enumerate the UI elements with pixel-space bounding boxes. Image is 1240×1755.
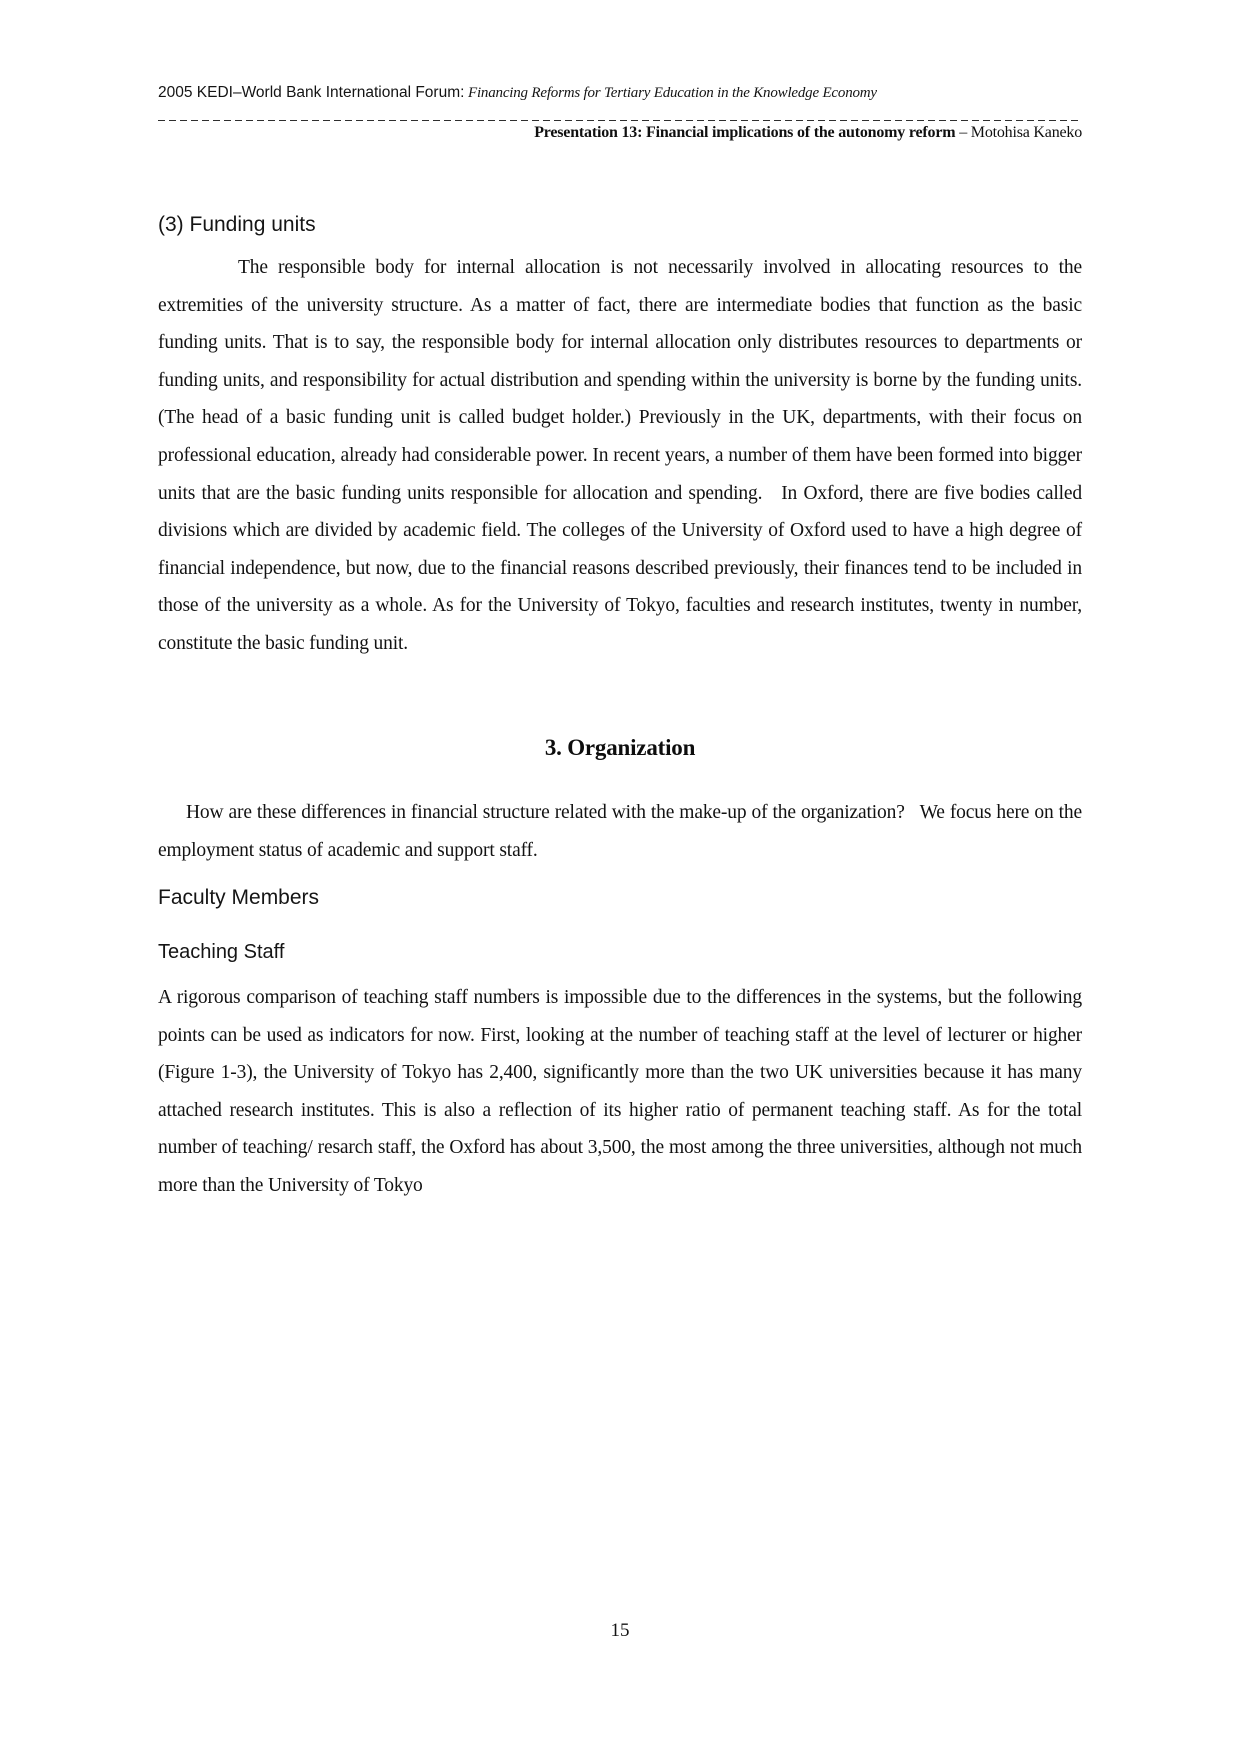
page-content [158, 0, 1087, 1755]
forum-subtitle: Financing Reforms for Tertiary Education in the Knowledge Economy [464, 85, 877, 101]
presentation-author: – Motohisa Kaneko [955, 124, 1082, 141]
funding-units-paragraph: The responsible body for internal allocation is not necessarily involved in allocating resources to the extremities of the university structure. As a matter of fact, there are intermediate bodies that function as the basic funding units. That is to say, the responsible body for internal allocation only distributes resources to departments or funding units, and responsibility for actual distribution and spending within the university is borne by the funding units. (The head of a basic funding unit is called budget holder.) Previously in the UK, departments, with their focus on professional education, already had considerable power. In recent years, a number of them have been formed into bigger units that are the basic funding units responsible for allocation and spending. In Oxford, there are five bodies called divisions which are divided by academic field. The colleges of the University of Oxford used to have a high degree of financial independence, but now, due to the financial reasons described previously, their finances tend to be included in those of the university as a whole. As for the University of Tokyo, faculties and research institutes, twenty in number, constitute the basic funding unit. [158, 257, 1087, 654]
presentation-title: Presentation 13: Financial implications of the autonomy reform [534, 124, 956, 141]
organization-heading: 3. Organization [544, 735, 696, 760]
organization-intro-paragraph: How are these differences in financial structure related with the make-up of the organization? We focus here on the employment status of academic and support staff. [158, 802, 1087, 861]
faculty-members-heading: Faculty Members [158, 886, 320, 909]
teaching-staff-paragraph: A rigorous comparison of teaching staff numbers is impossible due to the differences in the systems, but the following points can be used as indicators for now. First, looking at the number of teaching staff at the level of lecturer or higher (Figure 1-3), the University of Tokyo has 2,400, significantly more than the two UK universities because it has many attached research institutes. This is also a reflection of its higher ratio of permanent teaching staff. As for the total number of teaching/ resarch staff, the Oxford has about 3,500, the most among the three universities, although not much more than the University of Tokyo [158, 987, 1087, 1196]
page-number: 15 [610, 1620, 630, 1641]
forum-title: 2005 KEDI–World Bank International Forum: [158, 84, 465, 101]
page-header [158, 84, 1082, 102]
header-divider [158, 119, 1082, 121]
funding-units-heading: (3) Funding units [158, 213, 316, 236]
teaching-staff-heading: Teaching Staff [158, 941, 285, 963]
presentation-attribution-line [158, 124, 1082, 142]
